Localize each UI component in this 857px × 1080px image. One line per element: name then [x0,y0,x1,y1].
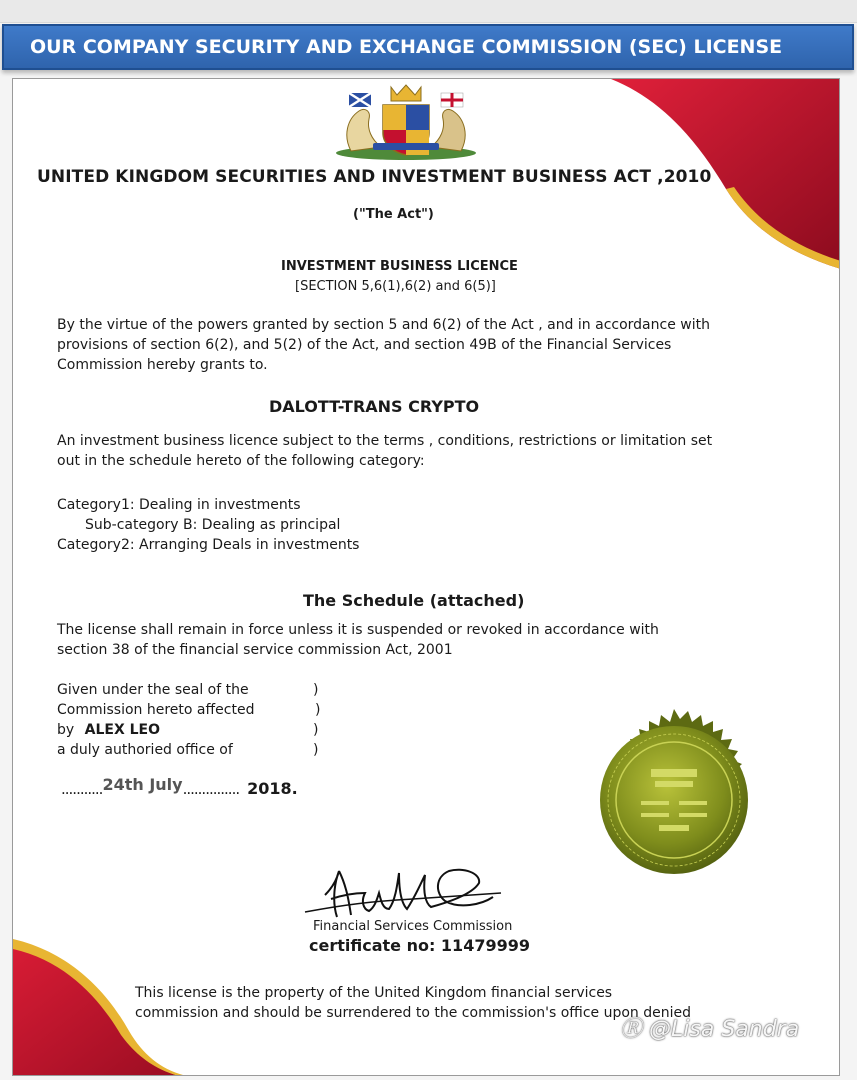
watermark [620,1012,799,1043]
bracket: ) [313,722,319,738]
sub-category-item: Sub-category B: Dealing as principal [85,517,341,533]
given-line [57,722,160,738]
date-day: 24th July [102,775,183,794]
given-line: Commission hereto affected [57,702,255,718]
terms-line: out in the schedule hereto of the following category: [57,453,425,469]
act-title: UNITED KINGDOM SECURITIES AND INVESTMENT BUSINESS ACT ,2010 [37,167,712,187]
license-certificate [12,78,840,1076]
given-by-label: by [57,722,75,738]
royal-coat-of-arms-icon [321,81,491,161]
page-banner: OUR COMPANY SECURITY AND EXCHANGE COMMISSION (SEC) LICENSE [2,24,854,70]
licensee-company: DALOTT-TRANS CRYPTO [269,397,480,416]
licence-title: INVESTMENT BUSINESS LICENCE [281,259,518,274]
given-line: a duly authoried office of [57,742,233,758]
date-year: 2018. [247,779,298,798]
date-dots: ........... [61,780,103,798]
top-strip [0,0,857,23]
terms-line: An investment business licence subject to the terms , conditions, restrictions or limitation set [57,433,713,449]
force-line: The license shall remain in force unless it is suspended or revoked in accordance with [57,622,659,638]
intro-line: By the virtue of the powers granted by section 5 and 6(2) of the Act , and in accordance with [57,317,710,333]
category-item: Category1: Dealing in investments [57,497,301,513]
bracket: ) [315,702,321,718]
schedule-title: The Schedule (attached) [303,591,525,610]
intro-line: Commission hereby grants to. [57,357,268,373]
signer-name: ALEX LEO [84,722,160,738]
signatory-title: Financial Services Commission [313,919,513,934]
section-reference: [SECTION 5,6(1),6(2) and 6(5)] [295,279,496,294]
force-line: section 38 of the financial service commission Act, 2001 [57,642,453,658]
social-logo-icon: Ⓡ [620,1017,643,1042]
issue-date [61,775,298,798]
footer-line: commission and should be surrendered to the commission's office upon denied [135,1005,692,1021]
gold-seal-icon [581,707,767,893]
intro-line: provisions of section 6(2), and 5(2) of the Act, and section 49B of the Financial Services [57,337,672,353]
bracket: ) [313,742,319,758]
act-short-name: ("The Act") [353,207,434,222]
given-line: Given under the seal of the [57,682,249,698]
watermark-text: @Lisa Sandra [649,1017,800,1042]
bracket: ) [313,682,319,698]
date-dots: ............... [182,780,240,798]
certificate-number: certificate no: 11479999 [309,936,530,955]
category-item: Category2: Arranging Deals in investments [57,537,360,553]
footer-line: This license is the property of the United Kingdom financial services [135,985,613,1001]
